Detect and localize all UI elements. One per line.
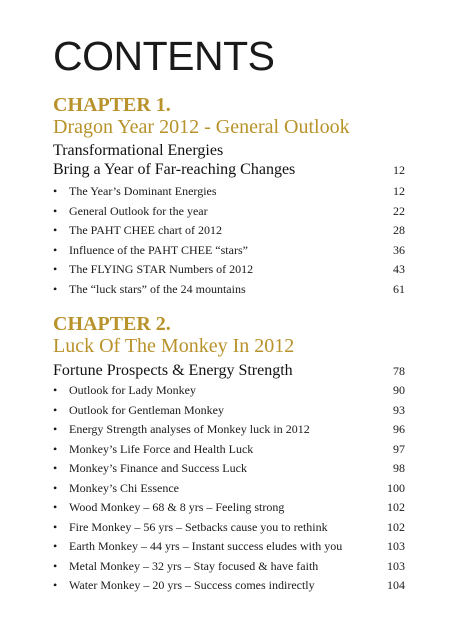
entry-page-number: 28	[393, 223, 405, 237]
list-item[interactable]	[53, 559, 405, 579]
entry-page-number: 97	[393, 441, 405, 456]
entry-text: Energy Strength analyses of Monkey luck in 2012	[69, 422, 310, 436]
chapter-number: CHAPTER 2.	[53, 313, 171, 335]
entry-list	[53, 184, 405, 301]
list-item[interactable]	[53, 442, 405, 462]
entry-text: Monkey’s Life Force and Health Luck	[69, 441, 254, 456]
entry-text: The PAHT CHEE chart of 2012	[69, 223, 222, 237]
entry-text: Fire Monkey – 56 yrs – Setbacks cause you to rethink	[69, 519, 328, 534]
list-item[interactable]	[53, 422, 405, 442]
entry-text: Wood Monkey – 68 & 8 yrs – Feeling strong	[69, 500, 285, 514]
list-item[interactable]	[53, 184, 405, 204]
chapter-title: Dragon Year 2012 - General Outlook	[53, 116, 350, 138]
bullet-icon: •	[53, 223, 58, 237]
bullet-icon: •	[53, 539, 58, 553]
bullet-icon: •	[53, 242, 58, 257]
chapter-1	[53, 94, 405, 301]
bullet-icon: •	[53, 441, 58, 456]
bullet-icon: •	[53, 480, 58, 495]
bullet-icon: •	[53, 383, 58, 397]
list-item[interactable]	[53, 461, 405, 481]
entry-page-number: 96	[393, 422, 405, 436]
entry-text: Earth Monkey – 44 yrs – Instant success eludes with you	[69, 539, 343, 553]
section-heading	[53, 141, 405, 180]
chapter-number: CHAPTER 1.	[53, 94, 171, 116]
entry-page-number: 36	[393, 242, 405, 257]
section-page-number: 12	[393, 163, 405, 177]
entry-text: Metal Monkey – 32 yrs – Stay focused & have faith	[69, 558, 319, 573]
entry-page-number: 104	[387, 578, 405, 592]
list-item[interactable]	[53, 520, 405, 540]
bullet-icon: •	[53, 184, 58, 198]
list-item[interactable]	[53, 500, 405, 520]
list-item[interactable]	[53, 403, 405, 423]
chapter-title: Luck Of The Monkey In 2012	[53, 335, 295, 357]
chapter-2	[53, 313, 405, 598]
entry-text: Water Monkey – 20 yrs – Success comes indirectly	[69, 578, 315, 592]
bullet-icon: •	[53, 281, 58, 296]
list-item[interactable]	[53, 204, 405, 224]
bullet-icon: •	[53, 262, 58, 276]
bullet-icon: •	[53, 519, 58, 534]
entry-page-number: 93	[393, 402, 405, 417]
entry-page-number: 22	[393, 203, 405, 218]
list-item[interactable]	[53, 481, 405, 501]
entry-page-number: 12	[393, 184, 405, 198]
list-item[interactable]	[53, 383, 405, 403]
bullet-icon: •	[53, 558, 58, 573]
entry-page-number: 100	[387, 480, 405, 495]
entry-text: The Year’s Dominant Energies	[69, 184, 217, 198]
bullet-icon: •	[53, 461, 58, 475]
page-title: CONTENTS	[53, 33, 275, 79]
entry-text: The FLYING STAR Numbers of 2012	[69, 262, 254, 276]
entry-text: Monkey’s Chi Essence	[69, 480, 179, 495]
entry-text: Monkey’s Finance and Success Luck	[69, 461, 247, 475]
list-item[interactable]	[53, 539, 405, 559]
entry-page-number: 98	[393, 461, 405, 475]
entry-text: Outlook for Lady Monkey	[69, 383, 196, 397]
entry-page-number: 103	[387, 558, 405, 573]
list-item[interactable]	[53, 282, 405, 302]
bullet-icon: •	[53, 500, 58, 514]
list-item[interactable]	[53, 223, 405, 243]
bullet-icon: •	[53, 422, 58, 436]
entry-text: Influence of the PAHT CHEE “stars”	[69, 242, 248, 257]
list-item[interactable]	[53, 262, 405, 282]
section-heading-line-1: Fortune Prospects & Energy Strength	[53, 362, 293, 379]
bullet-icon: •	[53, 578, 58, 592]
bullet-icon: •	[53, 402, 58, 417]
list-item[interactable]	[53, 578, 405, 598]
section-heading-line-1: Transformational Energies	[53, 142, 224, 159]
bullet-icon: •	[53, 203, 58, 218]
section-heading-line-2: Bring a Year of Far-reaching Changes	[53, 161, 296, 178]
entry-page-number: 102	[387, 500, 405, 514]
section-heading	[53, 361, 405, 381]
entry-page-number: 103	[387, 539, 405, 553]
list-item[interactable]	[53, 243, 405, 263]
entry-page-number: 43	[393, 262, 405, 276]
entry-text: Outlook for Gentleman Monkey	[69, 402, 224, 417]
entry-text: General Outlook for the year	[69, 203, 208, 218]
entry-page-number: 90	[393, 383, 405, 397]
section-page-number: 78	[393, 364, 405, 378]
entry-list	[53, 383, 405, 598]
entry-page-number: 102	[387, 519, 405, 534]
entry-text: The “luck stars” of the 24 mountains	[69, 281, 246, 296]
entry-page-number: 61	[393, 281, 405, 296]
